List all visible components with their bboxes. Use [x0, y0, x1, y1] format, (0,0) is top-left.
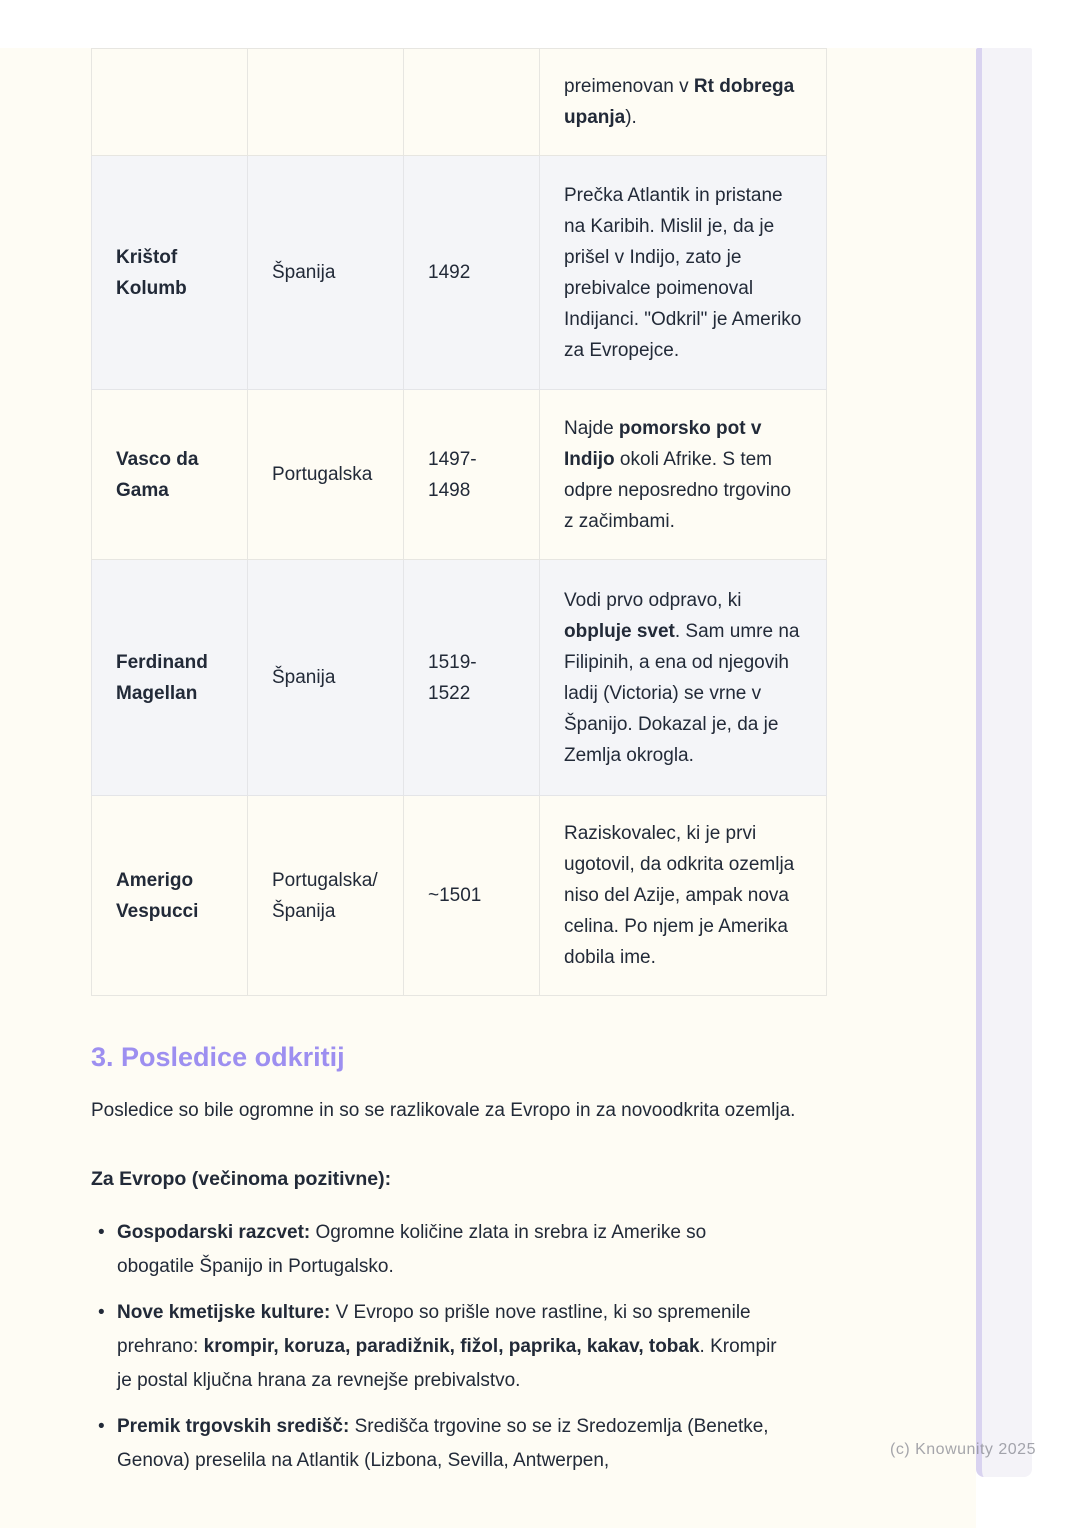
explorer-name-cell — [92, 560, 248, 796]
text-run: . Sam umre na Filipinih, a ena od njegovih ladij (Victoria) se vrne v Španijo. Dokazal je, da je Zemlja okrogla. — [564, 620, 800, 766]
text-run: 1519-1522 — [428, 651, 477, 704]
consequences-list — [91, 1216, 791, 1478]
explorer-name-cell — [92, 390, 248, 560]
text-run: Središča trgovine so se iz Sredozemlja (Benetke, Genova) preselila na Atlantik (Lizbona, Sevilla, Antwerpen, — [117, 1416, 769, 1471]
section-intro-paragraph: Posledice so bile ogromne in so se razlikovale za Evropo in za novoodkrita ozemlja. — [91, 1100, 796, 1121]
table-row — [92, 156, 827, 390]
document-page — [0, 48, 976, 1528]
explorer-country-cell — [248, 796, 404, 996]
explorer-country-cell — [248, 156, 404, 390]
copyright-watermark: (c) Knowunity 2025 — [890, 1441, 1036, 1458]
text-run: 1497-1498 — [428, 448, 477, 501]
text-run: Ogromne količine zlata in srebra iz Amerike so obogatile Španijo in Portugalsko. — [117, 1222, 707, 1277]
bold-text-run: Amerigo Vespucci — [116, 869, 199, 922]
table-row — [92, 390, 827, 560]
explorers-table — [91, 48, 827, 996]
text-run: Španija — [272, 262, 336, 283]
consequence-item — [91, 1216, 781, 1284]
text-run: okoli Afrike. S tem odpre neposredno trgovino z začimbami. — [564, 448, 792, 532]
explorer-name-cell — [92, 796, 248, 996]
explorer-country-cell — [248, 390, 404, 560]
bold-text-run: Nove kmetijske kulture: — [117, 1302, 331, 1323]
explorer-description-cell — [540, 390, 827, 560]
consequence-item — [91, 1410, 781, 1478]
section-heading: 3. Posledice odkritij — [91, 1042, 345, 1072]
bold-text-run: Premik trgovskih središč: — [117, 1416, 350, 1437]
table-row — [92, 560, 827, 796]
text-run: ~1501 — [428, 885, 482, 906]
explorer-name-cell — [92, 49, 248, 156]
text-run: . Krompir je postal ključna hrana za revnejše prebivalstvo. — [117, 1336, 777, 1391]
bold-text-run: Gospodarski razcvet: — [117, 1222, 311, 1243]
explorer-country-cell — [248, 49, 404, 156]
explorer-description-cell — [540, 49, 827, 156]
explorer-description-cell — [540, 156, 827, 390]
text-run: Raziskovalec, ki je prvi ugotovil, da odkrita ozemlja niso del Azije, ampak nova celina. Po njem je Amerika dobila ime. — [564, 823, 795, 968]
explorer-name-cell — [92, 156, 248, 390]
explorer-country-cell — [248, 560, 404, 796]
table-row — [92, 49, 827, 156]
explorer-description-cell — [540, 796, 827, 996]
text-run: Portugalska/Španija — [272, 869, 378, 922]
explorer-description-cell — [540, 560, 827, 796]
bold-text-run: Krištof Kolumb — [116, 246, 187, 299]
explorer-years-cell — [404, 796, 540, 996]
page-edge-panel — [976, 48, 1032, 1477]
bold-text-run: obpluje svet — [564, 620, 675, 642]
explorer-years-cell — [404, 49, 540, 156]
text-run: 1492 — [428, 262, 471, 283]
section-subheading: Za Evropo (večinoma pozitivne): — [91, 1168, 392, 1190]
consequence-item — [91, 1296, 781, 1398]
text-run: Najde — [564, 417, 619, 439]
bold-text-run: pomorsko pot v Indijo — [564, 417, 762, 470]
table-row — [92, 796, 827, 996]
bold-text-run: Vasco da Gama — [116, 448, 199, 501]
explorer-years-cell — [404, 560, 540, 796]
text-run: Vodi prvo odpravo, ki — [564, 589, 742, 611]
text-run: preimenovan v — [564, 76, 694, 97]
text-run: ). — [625, 107, 637, 128]
text-run: V Evropo so prišle nove rastline, ki so spremenile prehrano: — [117, 1302, 751, 1357]
text-run: Portugalska — [272, 464, 373, 485]
explorer-years-cell — [404, 390, 540, 560]
explorer-years-cell — [404, 156, 540, 390]
bold-text-run: Rt dobrega upanja — [564, 76, 795, 128]
bold-text-run: krompir, koruza, paradižnik, fižol, paprika, kakav, tobak — [203, 1336, 700, 1357]
text-run: Prečka Atlantik in pristane na Karibih. Mislil je, da je prišel v Indijo, zato je prebivalce poimenoval Indijanci. "Odkril" je Ameriko za Evropejce. — [564, 184, 802, 361]
bold-text-run: Ferdinand Magellan — [116, 651, 208, 704]
text-run: Španija — [272, 667, 336, 688]
